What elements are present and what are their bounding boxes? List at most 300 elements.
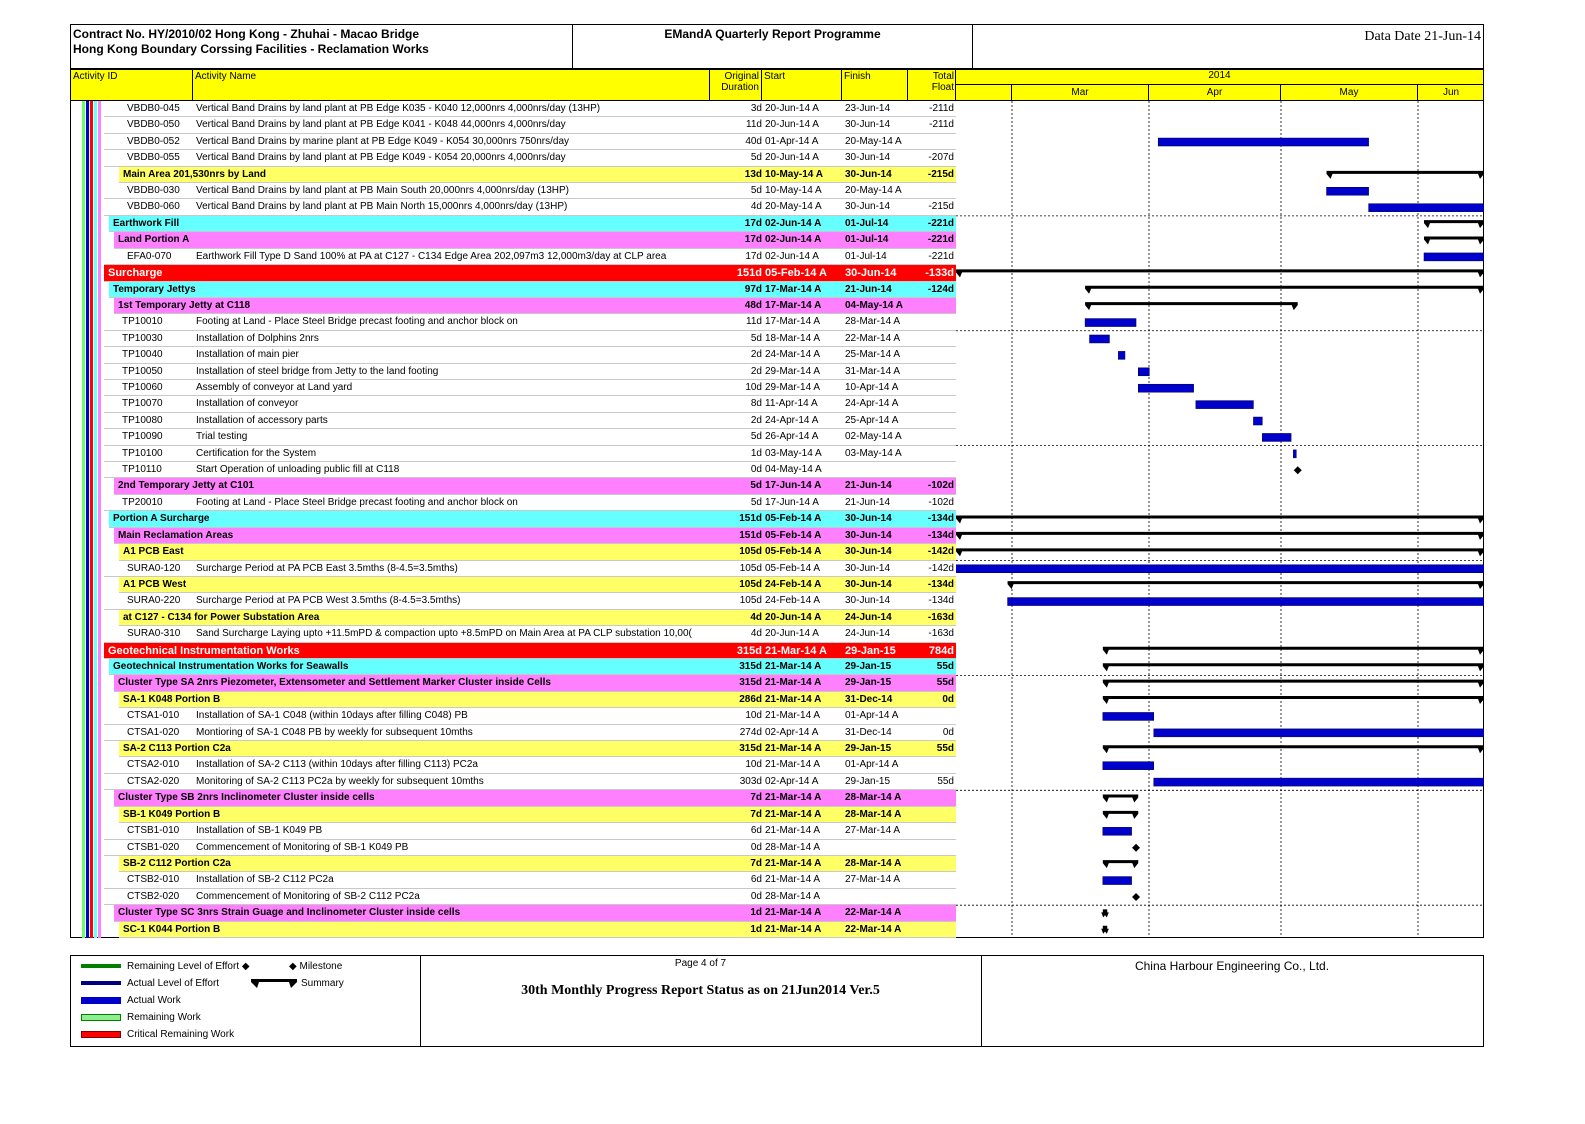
start-date: 21-Mar-14 A [765,923,822,935]
total-float: -133d [925,267,954,280]
activity-id: VBDB0-052 [127,135,180,147]
start-date: 02-Jun-14 A [765,217,822,229]
col-activity-id[interactable]: Activity ID [71,70,193,101]
wbs-group-row[interactable] [119,692,956,708]
summary-bar[interactable] [956,269,1484,277]
wbs-group-row[interactable] [104,643,956,659]
activity-id: CTSA2-020 [127,775,180,787]
total-float: 0d [942,693,954,705]
finish-date: 30-Jun-14 [845,529,892,541]
legend-swatch-actual-loe [81,981,121,985]
activity-name: Installation of SA-2 C113 (within 10days after filling C113) PC2a [196,759,478,771]
start-date: 20-May-14 A [765,201,822,213]
report-header [70,24,1484,69]
total-float: -124d [927,283,954,295]
summary-bar[interactable] [1085,302,1298,310]
col-total-float-l1: Total [932,71,954,82]
original-duration: 105d [739,562,762,574]
original-duration: 5d [750,332,762,344]
start-date: 10-May-14 A [765,185,822,197]
original-duration: 274d [739,726,762,738]
milestone-row[interactable] [104,462,956,478]
col-activity-name[interactable]: Activity Name [193,70,710,101]
original-duration: 6d [750,825,762,837]
start-date: 29-Mar-14 A [765,382,821,393]
start-date: 17-Jun-14 A [765,480,822,492]
group-name: at C127 - C134 for Power Substation Area [123,611,320,623]
activity-id: TP10060 [122,382,163,393]
task-bar[interactable] [1090,335,1110,343]
start-date: 02-Apr-14 A [765,726,819,738]
legend-diamond-icon: ◆ [241,961,250,972]
col-original-duration-l1: Original [724,71,759,82]
activity-id: CTSB2-020 [127,890,180,902]
wbs-stripe-blue [86,101,89,938]
start-date: 05-Feb-14 A [765,513,822,525]
group-name: Cluster Type SA 2nrs Piezometer, Extensometer and Settlement Marker Cluster inside Cells [118,677,551,689]
group-name: Temporary Jettys [113,283,196,295]
original-duration: 97d [744,283,762,295]
start-date: 04-May-14 A [765,464,822,476]
summary-bar[interactable] [1085,286,1484,294]
wbs-group-row[interactable] [114,675,956,691]
activity-id: CTSA1-010 [127,710,180,722]
wbs-stripe-magenta [98,101,101,938]
total-float: -134d [927,529,954,541]
summary-bar-icon [251,977,297,989]
summary-bar[interactable] [1327,171,1484,179]
activity-id: CTSA2-010 [127,759,180,771]
original-duration: 315d [736,644,762,657]
contract-block [71,25,573,69]
col-original-duration[interactable] [710,70,762,101]
original-duration: 48d [744,299,762,311]
original-duration: 151d [739,529,762,541]
start-date: 21-Mar-14 A [765,710,821,722]
activity-id: CTSB2-010 [127,874,180,886]
summary-bar[interactable] [1103,811,1138,819]
legend-label-actual-loe: Actual Level of Effort [127,978,220,989]
total-float: 55d [936,677,954,689]
finish-date: 01-Jul-14 [845,234,889,246]
col-total-float[interactable] [908,70,956,101]
original-duration: 7d [750,808,762,820]
start-date: 26-Apr-14 A [765,431,819,443]
start-date: 05-Feb-14 A [765,267,827,280]
group-name: Geotechnical Instrumentation Works for Seawalls [113,661,349,672]
finish-date: 25-Mar-14 A [845,349,901,361]
wbs-group-row[interactable] [119,544,956,560]
finish-date: 30-Jun-14 [845,513,892,525]
group-name: Main Reclamation Areas [118,529,234,541]
task-bar[interactable] [1424,253,1484,261]
total-float: 0d [942,726,954,738]
start-date: 21-Mar-14 A [765,644,827,657]
task-bar[interactable] [1253,417,1262,425]
wbs-group-row[interactable] [104,265,956,281]
timeline-month-feb [956,85,1012,101]
finish-date: 20-May-14 A [845,185,902,197]
activity-name: Footing at Land - Place Steel Bridge precast footing and anchor block on [196,316,518,328]
original-duration: 105d [739,595,762,607]
start-date: 21-Mar-14 A [765,759,821,771]
group-name: 2nd Temporary Jetty at C101 [118,480,254,492]
wbs-group-row[interactable] [114,232,956,248]
legend-item-actual-work [81,994,181,1008]
col-original-duration-l2: Duration [721,82,759,93]
task-bar[interactable] [1154,729,1484,737]
total-float: -207d [928,152,954,164]
wbs-group-row[interactable] [109,216,956,232]
task-bar[interactable] [1138,384,1193,392]
finish-date: 20-May-14 A [845,135,902,147]
wbs-group-row[interactable] [119,610,956,626]
activity-row[interactable] [104,347,956,363]
wbs-group-row[interactable] [114,790,956,806]
legend-swatch-actual-work [81,997,121,1004]
legend [71,956,421,1046]
activity-row[interactable] [104,150,956,166]
finish-date: 23-Jun-14 [845,103,891,114]
activity-id: CTSB1-010 [127,825,180,837]
activity-name: Vertical Band Drains by land plant at PB Edge K035 - K040 12,000nrs 4,000nrs/day (13HP) [196,103,601,114]
finish-date: 29-Jan-15 [845,661,892,672]
activity-row[interactable] [104,413,956,429]
task-bar[interactable] [1085,319,1136,327]
col-finish[interactable]: Finish [842,70,908,101]
start-date: 21-Mar-14 A [765,693,822,705]
timeline-month-apr: Apr [1149,85,1281,101]
activity-row[interactable] [104,199,956,215]
legend-item-critical-remaining [81,1028,234,1042]
summary-bar[interactable] [956,532,1484,540]
milestone-diamond[interactable] [1132,844,1140,852]
wbs-group-row[interactable] [114,905,956,921]
start-date: 17-Mar-14 A [765,283,822,295]
finish-date: 22-Mar-14 A [845,907,902,919]
summary-bar[interactable] [1424,237,1484,245]
activity-name: Sand Surcharge Laying upto +11.5mPD & compaction upto +8.5mPD on Main Area at PA CLP substation 10,00( [196,628,692,640]
milestone-row[interactable] [104,889,956,905]
group-name: 1st Temporary Jetty at C118 [118,299,251,311]
activity-name: Installation of SA-1 C048 (within 10days after filling C048) PB [196,710,468,722]
summary-bar[interactable] [1101,909,1109,917]
group-name: SA-2 C113 Portion C2a [123,743,231,755]
finish-date: 29-Jan-15 [845,743,892,755]
original-duration: 5d [750,496,762,508]
col-start[interactable]: Start [762,70,842,101]
start-date: 21-Mar-14 A [765,907,822,919]
original-duration: 4d [750,628,762,640]
activity-row[interactable] [104,725,956,741]
total-float: -102d [928,496,954,508]
start-date: 24-Feb-14 A [765,578,822,590]
original-duration: 315d [739,743,762,755]
legend-label-actual-work: Actual Work [127,995,181,1006]
start-date: 20-Jun-14 A [765,103,819,114]
summary-bar[interactable] [1424,220,1484,228]
total-float: -163d [927,611,954,623]
task-bar[interactable] [1008,598,1484,606]
activity-row[interactable] [104,495,956,511]
wbs-group-row[interactable] [109,511,956,527]
wbs-group-row[interactable] [119,856,956,872]
group-name: SB-1 K049 Portion B [123,808,221,820]
original-duration: 2d [750,365,762,377]
activity-name: Installation of SB-2 C112 PC2a [196,874,334,886]
finish-date: 03-May-14 A [845,447,902,459]
original-duration: 10d [745,710,762,722]
group-name: A1 PCB West [123,578,187,590]
wbs-group-row[interactable] [119,807,956,823]
activity-id: SURA0-120 [127,562,181,574]
finish-date: 01-Apr-14 A [845,759,899,771]
group-name: Portion A Surcharge [113,513,210,525]
finish-date: 30-Jun-14 [845,168,892,180]
legend-item-milestone [289,960,342,974]
original-duration: 17d [744,217,762,229]
finish-date: 30-Jun-14 [845,152,891,164]
finish-date: 24-Jun-14 [845,611,892,623]
legend-swatch-remaining-work [81,1014,121,1021]
wbs-group-row[interactable] [109,282,956,298]
summary-bar[interactable] [956,548,1484,556]
activity-row[interactable] [104,774,956,790]
finish-date: 24-Jun-14 [845,628,891,640]
original-duration: 315d [739,677,762,689]
wbs-group-row[interactable] [119,167,956,183]
group-name: Geotechnical Instrumentation Works [108,644,300,657]
activity-id: TP10030 [122,332,163,344]
wbs-group-row[interactable] [109,659,956,675]
data-date: Data Date 21-Jun-14 [1364,29,1481,44]
activity-name: Vertical Band Drains by land plant at PB Edge K049 - K054 20,000nrs 4,000nrs/day [196,152,566,164]
task-bar[interactable] [1118,351,1125,359]
start-date: 03-May-14 A [765,447,822,459]
activity-name: Installation of steel bridge from Jetty to the land footing [196,365,439,377]
original-duration: 5d [750,431,762,443]
original-duration: 5d [750,480,762,492]
finish-date: 30-Jun-14 [845,119,891,131]
group-name: Cluster Type SC 3nrs Strain Guage and Inclinometer Cluster inside cells [118,907,461,919]
activity-id: TP10100 [122,447,163,459]
activity-row[interactable] [104,364,956,380]
total-float: -134d [928,595,954,607]
finish-date: 21-Jun-14 [845,283,892,295]
total-float: 55d [937,775,954,787]
finish-date: 28-Mar-14 A [845,857,902,869]
task-bar[interactable] [956,565,1484,573]
original-duration: 1d [750,923,762,935]
summary-bar[interactable] [1103,745,1484,753]
wbs-group-row[interactable] [114,298,956,314]
wbs-group-row[interactable] [119,741,956,757]
wbs-stripes [82,101,104,938]
activity-row[interactable] [104,446,956,462]
wbs-group-row[interactable] [119,922,956,938]
task-bar[interactable] [1103,827,1132,835]
legend-label-critical-remaining: Critical Remaining Work [127,1029,235,1040]
original-duration: 10d [745,759,762,771]
activity-row[interactable] [104,314,956,330]
activity-id: TP10110 [122,464,162,476]
original-duration: 286d [739,693,762,705]
finish-date: 29-Jan-15 [845,677,892,689]
summary-bar[interactable] [1103,680,1484,688]
legend-label-milestone: Milestone [299,961,343,972]
activity-row[interactable] [104,708,956,724]
finish-date: 29-Jan-15 [845,775,891,787]
activity-row[interactable] [104,331,956,347]
activity-name: Start Operation of unloading public fill at C118 [196,464,400,476]
original-duration: 6d [750,874,762,886]
activity-id: VBDB0-045 [127,103,180,114]
finish-date: 22-Mar-14 A [845,332,901,344]
activity-row[interactable] [104,183,956,199]
task-bar[interactable] [1293,450,1296,458]
start-date: 02-Jun-14 A [765,250,819,262]
activity-row[interactable] [104,626,956,642]
finish-date: 04-May-14 A [845,299,903,311]
activity-name: Installation of main pier [196,349,299,361]
activity-name: Installation of accessory parts [196,414,328,426]
summary-bar[interactable] [1103,795,1138,803]
activity-row[interactable] [104,593,956,609]
activity-row[interactable] [104,429,956,445]
group-name: Cluster Type SB 2nrs Inclinometer Cluster inside cells [118,792,375,804]
col-total-float-l2: Float [931,82,954,93]
contract-line-2: Hong Kong Boundary Corssing Facilities - Reclamation Works [73,42,429,56]
summary-bar[interactable] [1103,647,1484,655]
activity-row[interactable] [104,757,956,773]
finish-date: 30-Jun-14 [845,562,891,574]
original-duration: 1d [750,907,762,919]
finish-date: 21-Jun-14 [845,496,891,508]
finish-date: 22-Mar-14 A [845,923,902,935]
activity-name: Trial testing [196,431,248,443]
original-duration: 315d [739,661,762,672]
original-duration: 17d [745,250,762,262]
activity-name: Vertical Band Drains by land plant at PB Main North 15,000nrs 4,000nrs/day (13HP) [196,201,568,213]
task-bar[interactable] [1158,138,1368,146]
milestone-row[interactable] [104,840,956,856]
finish-date: 27-Mar-14 A [845,825,901,837]
finish-date: 28-Mar-14 A [845,792,902,804]
task-bar[interactable] [1369,204,1484,212]
group-name: SB-2 C112 Portion C2a [123,857,231,869]
activity-name: Vertical Band Drains by land plant at PB Main South 20,000nrs 4,000nrs/day (13HP) [196,185,569,197]
milestone-diamond[interactable] [1294,466,1302,474]
total-float: -221d [927,217,954,229]
activity-row[interactable] [104,101,956,117]
activity-name: Earthwork Fill Type D Sand 100% at PA at C127 - C134 Edge Area 202,097m3 12,000m3/day at CLP area [196,250,667,262]
original-duration: 8d [750,398,762,410]
page-number: Page 4 of 7 [674,958,727,969]
task-bar[interactable] [1138,368,1149,376]
activity-row[interactable] [104,561,956,577]
original-duration: 105d [739,578,762,590]
summary-bar[interactable] [1103,663,1484,671]
total-float: -211d [929,119,954,131]
report-title: 30th Monthly Progress Report Status as on 21Jun2014 Ver.5 [521,983,880,998]
activity-row[interactable] [104,872,956,888]
total-float: 55d [936,743,954,755]
gantt-chart [956,101,1484,938]
activity-row[interactable] [104,134,956,150]
summary-bar[interactable] [1101,926,1109,934]
finish-date: 31-Mar-14 A [845,365,901,377]
legend-item-summary [251,977,344,991]
activity-row[interactable] [104,396,956,412]
activity-id: CTSA1-020 [127,726,180,738]
task-bar[interactable] [1327,187,1369,195]
wbs-group-row[interactable] [119,577,956,593]
finish-date: 30-Jun-14 [845,578,892,590]
activity-id: VBDB0-030 [127,185,180,197]
task-bar[interactable] [1103,877,1132,885]
start-date: 11-Apr-14 A [765,398,818,410]
activity-name: Commencement of Monitoring of SB-2 C112 PC2a [196,890,420,902]
task-bar[interactable] [1196,401,1254,409]
group-name: Earthwork Fill [113,217,180,229]
start-date: 10-May-14 A [765,168,823,180]
summary-bar[interactable] [956,516,1484,524]
finish-date: 30-Jun-14 [845,595,891,607]
total-float: -215d [928,201,954,213]
total-float: 784d [928,644,954,657]
start-date: 17-Jun-14 A [765,496,819,508]
original-duration: 13d [744,168,762,180]
milestone-diamond[interactable] [1132,893,1140,901]
finish-date: 27-Mar-14 A [845,874,901,886]
start-date: 21-Mar-14 A [765,857,822,869]
activity-id: TP10080 [122,414,163,426]
activity-row[interactable] [104,380,956,396]
wbs-group-row[interactable] [114,478,956,494]
start-date: 21-Mar-14 A [765,792,822,804]
wbs-group-row[interactable] [114,528,956,544]
original-duration: 0d [750,841,762,853]
summary-bar[interactable] [1103,696,1484,704]
activity-row[interactable] [104,117,956,133]
task-bar[interactable] [1103,712,1154,720]
finish-date: 21-Jun-14 [845,480,892,492]
activity-row[interactable] [104,249,956,265]
group-name: SC-1 K044 Portion B [123,923,221,935]
milestone-diamond-icon: ◆ [289,961,297,972]
finish-date: 31-Dec-14 [845,693,893,705]
activity-name: Installation of conveyor [196,398,299,410]
start-date: 28-Mar-14 A [765,841,821,853]
timeline-month-may: May [1281,85,1418,101]
legend-item-remaining-loe [81,960,250,974]
activity-id: SURA0-220 [127,595,181,607]
task-bar[interactable] [1262,433,1291,441]
summary-bar[interactable] [1008,581,1484,589]
summary-bar[interactable] [1103,860,1138,868]
activity-row[interactable] [104,823,956,839]
start-date: 17-Mar-14 A [765,299,822,311]
activity-id: VBDB0-050 [127,119,180,131]
timeline-month-jun: Jun [1442,87,1460,98]
legend-label-remaining-work: Remaining Work [127,1012,201,1023]
total-float: -211d [929,103,954,114]
legend-swatch-remaining-loe [81,964,121,968]
task-bar[interactable] [1154,778,1484,786]
start-date: 21-Mar-14 A [765,808,822,820]
finish-date: 29-Jan-15 [845,644,896,657]
task-bar[interactable] [1103,762,1154,770]
